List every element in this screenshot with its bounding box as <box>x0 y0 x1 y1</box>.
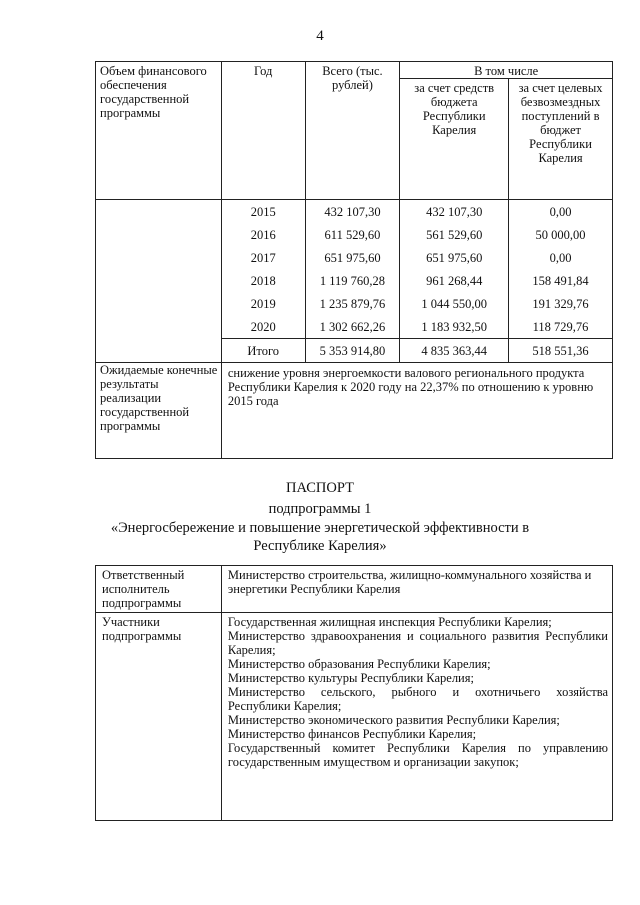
budget-cell: 961 268,44 <box>400 269 509 292</box>
targeted-cell: 50 000,00 <box>509 223 613 246</box>
finance-table <box>95 61 613 459</box>
total-cell: 1 119 760,28 <box>305 269 400 292</box>
year-cell: 2018 <box>221 269 305 292</box>
participant-item: Государственная жилищная инспекция Республики Карелия; <box>227 615 552 629</box>
grand-targeted-cell: 518 551,36 <box>509 339 613 363</box>
participant-item: Министерство экономического развития Республики Карелия; <box>227 713 560 727</box>
participant-item: Министерство образования Республики Карелия; <box>227 657 491 671</box>
subprogram-name-line1: «Энергосбережение и повышение энергетической эффективности в <box>110 520 530 536</box>
passport-subtitle: подпрограммы 1 <box>268 501 372 517</box>
total-cell: 611 529,60 <box>305 223 400 246</box>
col-year-header: Год <box>221 62 305 200</box>
page-number: 4 <box>316 28 324 44</box>
responsible-label: Ответственный исполнитель подпрограммы <box>96 566 222 613</box>
expected-results-text: снижение уровня энергоемкости валового регионального продукта Республики Карелия к 2020 году на 22,37% по отношению к уровню 2015 года <box>221 363 612 459</box>
col-targeted-header: за счет целевых безвозмездных поступлений в бюджет Республики Карелия <box>509 79 613 200</box>
expected-results-label: Ожидаемые конечные результаты реализации государственной программы <box>96 363 222 459</box>
year-cell: 2015 <box>221 200 305 224</box>
col-total-header: Всего (тыс. рублей) <box>305 62 400 200</box>
budget-cell: 561 529,60 <box>400 223 509 246</box>
budget-cell: 651 975,60 <box>400 246 509 269</box>
subprogram-name-line2: Республике Карелия» <box>253 538 387 554</box>
total-cell: 1 302 662,26 <box>305 315 400 339</box>
total-cell: 1 235 879,76 <box>305 292 400 315</box>
year-cell: 2020 <box>221 315 305 339</box>
year-cell: 2017 <box>221 246 305 269</box>
participant-item: Министерство здравоохранения и социального развития Республики Карелия; <box>227 629 608 657</box>
budget-cell: 432 107,30 <box>400 200 509 224</box>
col-including-header: В том числе <box>400 62 613 79</box>
targeted-cell: 118 729,76 <box>509 315 613 339</box>
subprogram-passport-table <box>95 565 613 821</box>
budget-cell: 1 044 550,00 <box>400 292 509 315</box>
targeted-cell: 0,00 <box>509 200 613 224</box>
targeted-cell: 0,00 <box>509 246 613 269</box>
total-cell: 432 107,30 <box>305 200 400 224</box>
year-cell: 2016 <box>221 223 305 246</box>
participant-item: Министерство сельского, рыбного и охотничьего хозяйства Республики Карелия; <box>227 685 608 713</box>
grand-budget-cell: 4 835 363,44 <box>400 339 509 363</box>
total-cell: 651 975,60 <box>305 246 400 269</box>
finance-label: Объем финансового обеспечения государственной программы <box>96 62 222 200</box>
col-budget-header: за счет средств бюджета Республики Карелия <box>400 79 509 200</box>
targeted-cell: 158 491,84 <box>509 269 613 292</box>
participant-item: Министерство культуры Республики Карелия; <box>227 671 474 685</box>
passport-title: ПАСПОРТ <box>286 480 354 496</box>
participants-label: Участники подпрограммы <box>96 613 222 821</box>
participants-list <box>221 613 612 821</box>
total-row-label: Итого <box>221 339 305 363</box>
year-cell: 2019 <box>221 292 305 315</box>
participant-item: Государственный комитет Республики Карелия по управлению государственным имуществом и организации закупок; <box>227 741 608 769</box>
targeted-cell: 191 329,76 <box>509 292 613 315</box>
participant-item: Министерство финансов Республики Карелия; <box>227 727 477 741</box>
grand-total-cell: 5 353 914,80 <box>305 339 400 363</box>
budget-cell: 1 183 932,50 <box>400 315 509 339</box>
responsible-value: Министерство строительства, жилищно-коммунального хозяйства и энергетики Республики Карелия <box>221 566 612 613</box>
